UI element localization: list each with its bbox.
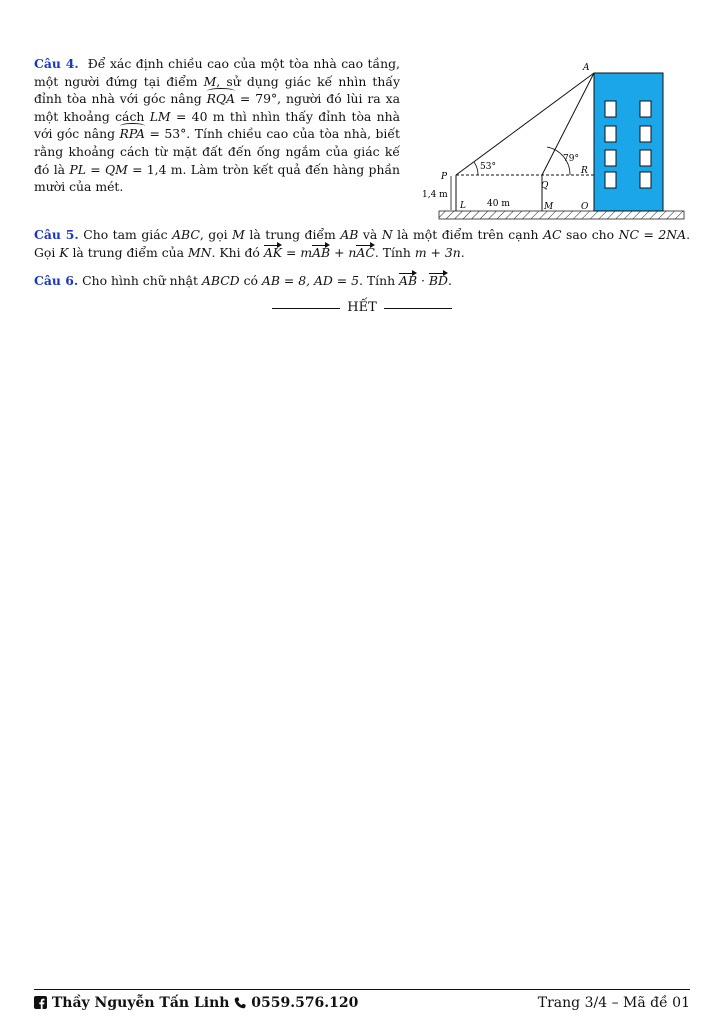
q5-point-n: N: [381, 227, 393, 242]
label-angle-53: 53°: [480, 162, 496, 172]
label-o: O: [581, 202, 589, 212]
q5-text: và: [358, 227, 382, 242]
q4-text: =: [85, 161, 105, 177]
question-6-label: Câu 6.: [34, 273, 79, 288]
q6-condition: AB = 8, AD = 5: [261, 273, 360, 288]
end-text: HẾT: [347, 300, 377, 315]
q5-text: là một điểm trên cạnh: [392, 227, 544, 242]
q5-text: , gọi: [199, 227, 233, 242]
label-p: P: [441, 172, 448, 182]
building: [594, 73, 663, 211]
label-angle-79: 79°: [563, 154, 579, 164]
q5-text: .: [460, 244, 465, 260]
label-r: R: [581, 166, 588, 176]
q4-angle-rqa: RQA: [206, 91, 235, 107]
footer-divider: [34, 989, 690, 990]
q5-n: n: [348, 244, 357, 260]
label-a: A: [583, 63, 590, 73]
label-distance: 40 m: [487, 199, 510, 209]
window: [605, 101, 616, 117]
q5-point-m: M: [232, 227, 245, 242]
window: [640, 101, 651, 117]
q6-text: Cho hình chữ nhật: [82, 273, 202, 288]
q4-lm: LM: [149, 108, 171, 124]
q4-qm: QM: [104, 161, 128, 177]
label-l: L: [460, 201, 466, 211]
footer-author: [34, 995, 358, 1011]
label-q: Q: [541, 181, 549, 191]
q4-text: Để xác định chiều cao của một tòa nhà cao tầng, một người đứng tại điểm: [34, 56, 400, 89]
question-5-label: Câu 5.: [34, 227, 79, 242]
q6-dot: ·: [417, 273, 429, 288]
q5-vector-ab: AB: [312, 244, 331, 260]
q5-text: là trung điểm: [244, 227, 341, 242]
end-marker: [272, 300, 452, 318]
q4-point-m: M: [203, 73, 217, 89]
q5-triangle: ABC: [172, 227, 200, 242]
ground-hatch: [439, 211, 684, 219]
q5-text: . Khi đó: [211, 244, 264, 260]
q5-m: m: [300, 244, 313, 260]
q4-angle-rpa: RPA: [119, 126, 145, 142]
question-5: [34, 226, 690, 261]
q5-vector-ak: AK: [263, 244, 283, 260]
q5-text: . Gọi: [34, 227, 691, 260]
window: [605, 150, 616, 166]
window: [640, 150, 651, 166]
q5-ab: AB: [340, 227, 359, 242]
end-line-right: [384, 308, 452, 309]
q6-text: . Tính: [359, 273, 400, 288]
q4-text: = 53°. Tính chiều cao của tòa nhà, biết rằng khoảng cách từ mặt đất đến ống ngắm của giác kế đó là: [34, 126, 401, 177]
q6-text: có: [239, 273, 262, 288]
q5-text: là trung điểm của: [68, 244, 188, 260]
author-phone: 0559.576.120: [251, 995, 359, 1011]
q5-mn: MN: [187, 244, 212, 260]
question-4: [34, 55, 400, 196]
question-6: [34, 272, 690, 290]
window: [640, 126, 651, 142]
phone-icon: [234, 997, 246, 1009]
q5-expression: m + 3n: [414, 244, 461, 260]
q6-text: .: [447, 273, 452, 288]
window: [605, 172, 616, 188]
q6-vector-bd: BD: [428, 273, 448, 288]
label-height: 1,4 m: [422, 190, 448, 200]
q5-text: =: [282, 244, 301, 260]
q6-vector-ab: AB: [399, 273, 418, 288]
q4-text: = 40 m thì nhìn thấy đỉnh tòa nhà với góc nâng: [34, 108, 400, 142]
q5-vector-ac: AC: [356, 244, 375, 260]
q5-ac: AC: [543, 227, 562, 242]
facebook-icon: [34, 996, 47, 1009]
angle-arc-53: [474, 162, 478, 175]
q5-text: sao cho: [561, 227, 619, 242]
q6-rectangle: ABCD: [201, 273, 240, 288]
window: [605, 126, 616, 142]
question-4-label: Câu 4.: [34, 56, 79, 71]
q5-text: Cho tam giác: [83, 227, 173, 242]
q4-text: = 1,4 m. Làm tròn kết quả đến hàng phần mười của mét.: [34, 161, 401, 195]
q4-pl: PL: [69, 161, 86, 177]
building-figure: [420, 58, 688, 224]
q4-text: , sử dụng giác kế nhìn thấy đỉnh tòa nhà với góc nâng: [34, 73, 400, 107]
q5-point-k: K: [59, 244, 69, 260]
window: [640, 172, 651, 188]
q5-text: . Tính: [374, 244, 415, 260]
q5-condition: NC = 2NA: [618, 227, 687, 242]
q5-text: +: [330, 244, 349, 260]
footer-page-number: Trang 3/4 – Mã đề 01: [537, 995, 690, 1011]
q4-text: = 79°, người đó lùi ra xa một khoảng cách: [34, 91, 400, 124]
author-name: Thầy Nguyễn Tấn Linh: [51, 995, 230, 1011]
label-m: M: [544, 202, 554, 212]
